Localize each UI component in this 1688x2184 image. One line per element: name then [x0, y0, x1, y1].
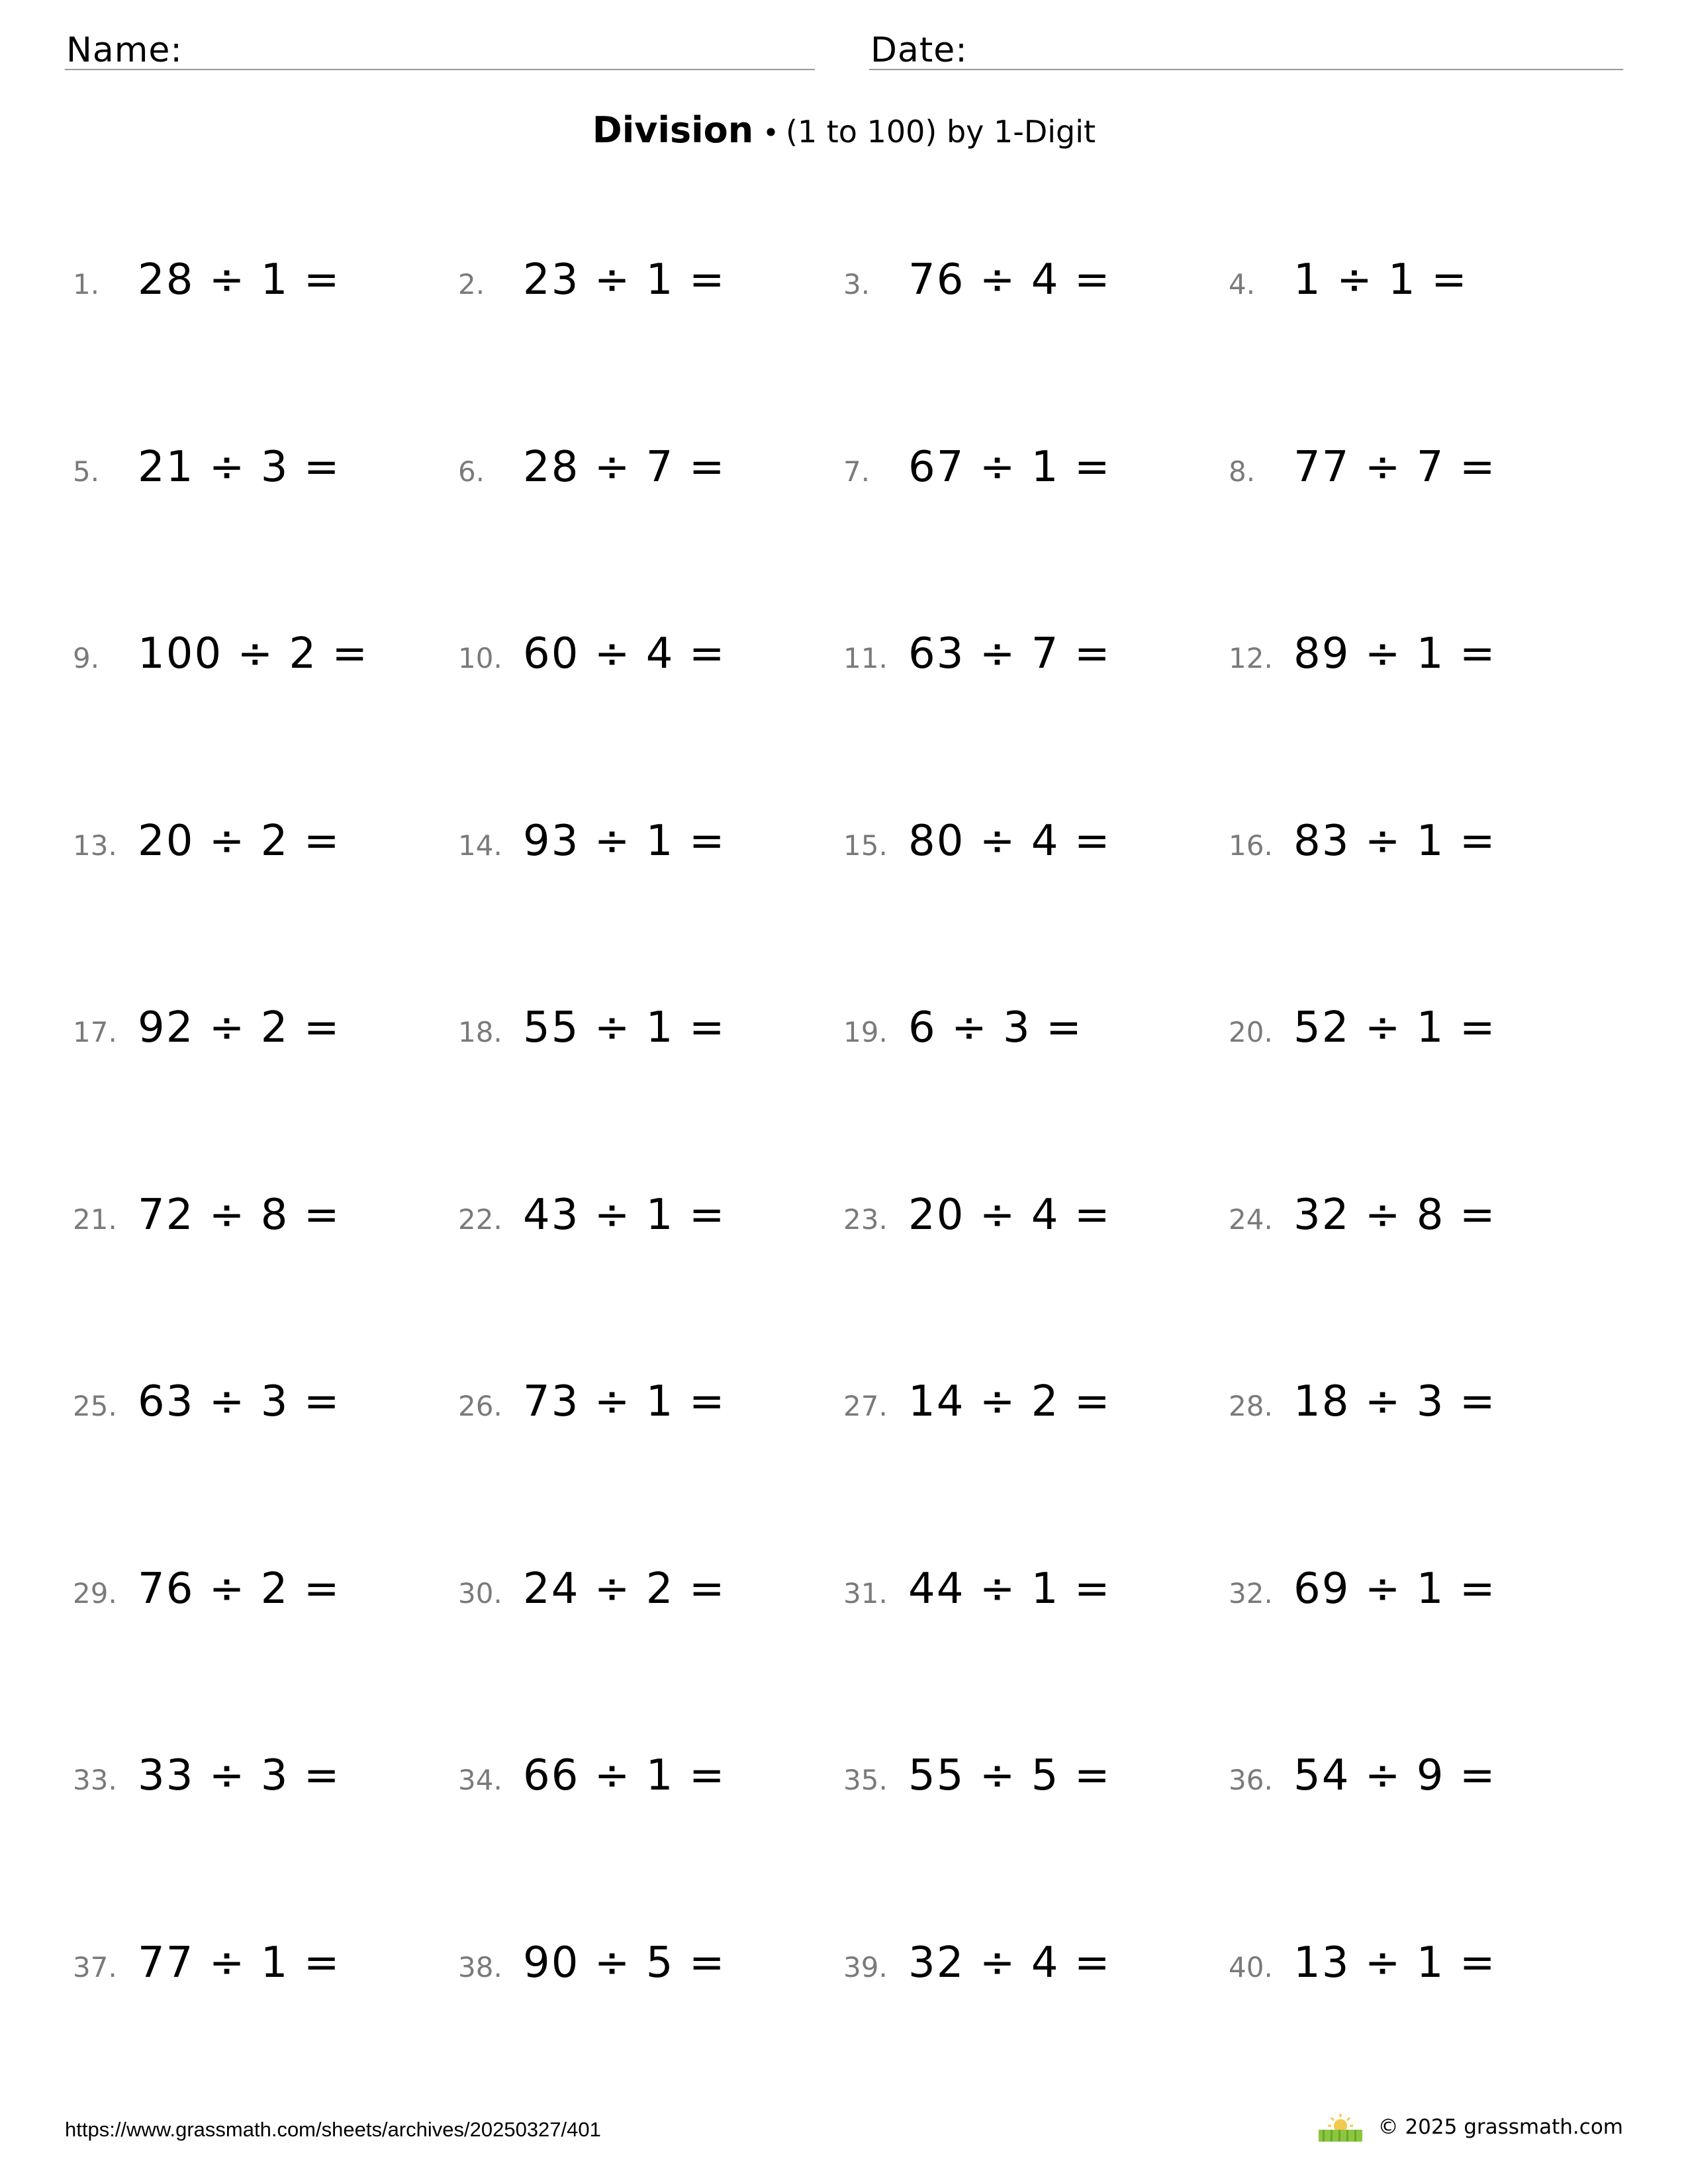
problem-expression: 52 ÷ 1 = [1293, 1003, 1497, 1052]
problem-number: 9. [73, 642, 100, 674]
problem-item [73, 1938, 340, 2005]
date-field[interactable] [869, 24, 1623, 70]
problem-number: 39. [843, 1951, 888, 1983]
problem-item [458, 1565, 726, 1631]
problem-item [843, 629, 1111, 696]
problem-item [73, 255, 340, 322]
problem-expression: 54 ÷ 9 = [1293, 1751, 1497, 1800]
problem-item [1229, 1938, 1496, 2005]
grass-sun-logo-icon [1317, 2111, 1364, 2143]
problem-expression: 20 ÷ 2 = [138, 817, 341, 866]
problem-item [1229, 255, 1468, 322]
problem-expression: 18 ÷ 3 = [1293, 1377, 1497, 1426]
problem-expression: 28 ÷ 1 = [138, 255, 341, 304]
problem-number: 36. [1229, 1764, 1273, 1796]
title-separator: • [763, 116, 779, 149]
problem-expression: 60 ÷ 4 = [523, 629, 726, 678]
problem-expression: 6 ÷ 3 = [908, 1003, 1083, 1052]
problem-expression: 23 ÷ 1 = [523, 255, 726, 304]
problem-expression: 72 ÷ 8 = [138, 1191, 341, 1240]
problem-item [1229, 1191, 1496, 1257]
problem-number: 6. [458, 455, 485, 488]
problem-expression: 92 ÷ 2 = [138, 1003, 341, 1052]
problem-number: 5. [73, 455, 100, 488]
problem-item [73, 1003, 340, 1069]
problem-number: 40. [1229, 1951, 1273, 1983]
problem-expression: 55 ÷ 5 = [908, 1751, 1111, 1800]
problem-number: 16. [1229, 829, 1273, 862]
problem-number: 37. [73, 1951, 117, 1983]
problem-number: 13. [73, 829, 117, 862]
problem-expression: 80 ÷ 4 = [908, 817, 1111, 866]
problem-item [458, 1377, 726, 1443]
problem-expression: 24 ÷ 2 = [523, 1565, 726, 1614]
problem-item [1229, 443, 1496, 509]
problem-expression: 77 ÷ 1 = [138, 1938, 341, 1987]
problem-number: 25. [73, 1390, 117, 1422]
problem-item [458, 1191, 726, 1257]
problem-number: 31. [843, 1577, 888, 1610]
problem-item [1229, 817, 1496, 883]
problem-item [458, 1003, 726, 1069]
problem-expression: 20 ÷ 4 = [908, 1191, 1111, 1240]
problem-item [1229, 629, 1496, 696]
problem-item [843, 1377, 1111, 1443]
problem-expression: 44 ÷ 1 = [908, 1565, 1111, 1614]
problem-expression: 63 ÷ 7 = [908, 629, 1111, 678]
problem-number: 1. [73, 268, 100, 300]
problem-item [73, 629, 369, 696]
problem-item [73, 443, 340, 509]
problem-number: 17. [73, 1016, 117, 1048]
problem-expression: 63 ÷ 3 = [138, 1377, 341, 1426]
problem-expression: 1 ÷ 1 = [1293, 255, 1468, 304]
footer-copyright: © 2025 grassmath.com [1378, 2115, 1623, 2139]
problem-item [458, 255, 726, 322]
name-label: Name: [66, 30, 183, 70]
problem-number: 20. [1229, 1016, 1273, 1048]
problem-item [458, 1938, 726, 2005]
problem-expression: 76 ÷ 4 = [908, 255, 1111, 304]
problem-number: 29. [73, 1577, 117, 1610]
problem-item [73, 1191, 340, 1257]
problem-item [458, 629, 726, 696]
problem-number: 11. [843, 642, 888, 674]
problem-expression: 93 ÷ 1 = [523, 817, 726, 866]
problem-item [1229, 1565, 1496, 1631]
problem-item [843, 1938, 1111, 2005]
problem-expression: 90 ÷ 5 = [523, 1938, 726, 1987]
problem-number: 19. [843, 1016, 888, 1048]
problem-number: 23. [843, 1203, 888, 1236]
problem-item [843, 443, 1111, 509]
problem-expression: 100 ÷ 2 = [138, 629, 369, 678]
header-fields [65, 24, 1623, 70]
problem-item [843, 817, 1111, 883]
problem-expression: 14 ÷ 2 = [908, 1377, 1111, 1426]
problem-number: 7. [843, 455, 870, 488]
title-main: Division [592, 109, 754, 151]
worksheet-title [0, 107, 1688, 156]
problem-expression: 76 ÷ 2 = [138, 1565, 341, 1614]
problem-number: 18. [458, 1016, 502, 1048]
problem-item [73, 817, 340, 883]
problem-item [843, 1751, 1111, 1817]
problem-expression: 32 ÷ 4 = [908, 1938, 1111, 1987]
problem-number: 33. [73, 1764, 117, 1796]
problem-number: 10. [458, 642, 502, 674]
problem-item [458, 817, 726, 883]
problem-number: 3. [843, 268, 870, 300]
problem-expression: 28 ÷ 7 = [523, 443, 726, 492]
problem-number: 4. [1229, 268, 1256, 300]
title-subtitle: (1 to 100) by 1-Digit [785, 114, 1096, 150]
problem-number: 34. [458, 1764, 502, 1796]
problem-item [73, 1565, 340, 1631]
problem-item [843, 1003, 1083, 1069]
problem-expression: 32 ÷ 8 = [1293, 1191, 1497, 1240]
problem-number: 12. [1229, 642, 1273, 674]
problem-expression: 21 ÷ 3 = [138, 443, 341, 492]
footer-brand [1317, 2111, 1623, 2143]
problem-item [843, 1565, 1111, 1631]
problem-expression: 33 ÷ 3 = [138, 1751, 341, 1800]
problem-number: 26. [458, 1390, 502, 1422]
problem-item [458, 443, 726, 509]
problem-expression: 13 ÷ 1 = [1293, 1938, 1497, 1987]
problem-expression: 83 ÷ 1 = [1293, 817, 1497, 866]
problem-expression: 69 ÷ 1 = [1293, 1565, 1497, 1614]
problem-expression: 89 ÷ 1 = [1293, 629, 1497, 678]
problem-number: 32. [1229, 1577, 1273, 1610]
problem-expression: 55 ÷ 1 = [523, 1003, 726, 1052]
problem-number: 30. [458, 1577, 502, 1610]
problem-number: 35. [843, 1764, 888, 1796]
problem-item [1229, 1377, 1496, 1443]
problem-number: 24. [1229, 1203, 1273, 1236]
problem-expression: 73 ÷ 1 = [523, 1377, 726, 1426]
problem-item [73, 1377, 340, 1443]
problem-expression: 43 ÷ 1 = [523, 1191, 726, 1240]
problem-number: 38. [458, 1951, 502, 1983]
footer-url: https://www.grassmath.com/sheets/archives/20250327/401 [65, 2118, 601, 2141]
problem-number: 21. [73, 1203, 117, 1236]
problem-number: 14. [458, 829, 502, 862]
problem-expression: 66 ÷ 1 = [523, 1751, 726, 1800]
problem-item [73, 1751, 340, 1817]
problem-expression: 77 ÷ 7 = [1293, 443, 1497, 492]
problem-number: 28. [1229, 1390, 1273, 1422]
problem-number: 8. [1229, 455, 1256, 488]
problem-number: 27. [843, 1390, 888, 1422]
problem-expression: 67 ÷ 1 = [908, 443, 1111, 492]
problem-item [843, 1191, 1111, 1257]
problem-number: 15. [843, 829, 888, 862]
problem-item [458, 1751, 726, 1817]
problem-number: 2. [458, 268, 485, 300]
date-label: Date: [870, 30, 968, 70]
problem-item [1229, 1751, 1496, 1817]
name-field[interactable] [65, 24, 815, 70]
problem-item [843, 255, 1111, 322]
problem-item [1229, 1003, 1496, 1069]
problem-number: 22. [458, 1203, 502, 1236]
